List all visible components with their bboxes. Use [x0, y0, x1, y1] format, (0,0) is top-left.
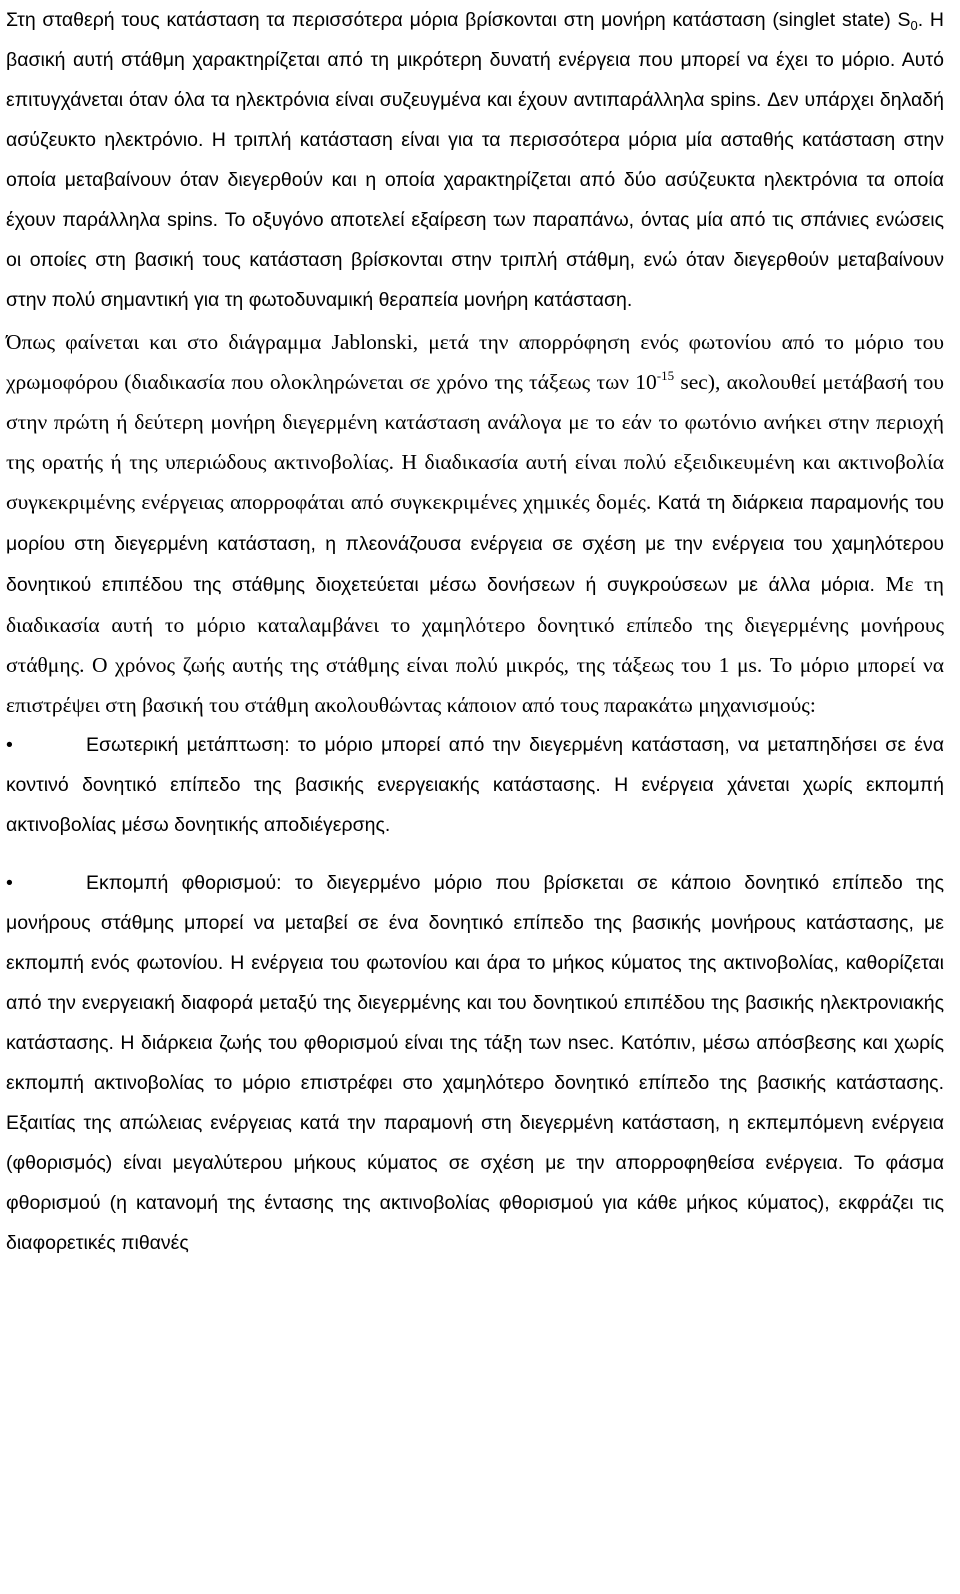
document-page — [6, 0, 944, 1263]
paragraph-2-sans-text: Κατά τη διάρκεια παραμονής του μορίου στη διεγερμένη κατάσταση, η πλεονάζουσα ενέργεια σε σχέση με την ενέργεια του χαμηλότερου δονητικού επιπέδου της στάθμης διοχετεύεται μέσω δονήσεων ή συγκρούσεων με άλλα μόρια. — [6, 492, 944, 596]
paragraph-singlet-state — [6, 0, 944, 320]
bullet-icon: • — [6, 872, 13, 894]
paragraph-1-text-end: . Η βασική αυτή στάθμη χαρακτηρίζεται από τη μικρότερη δυνατή ενέργεια που μπορεί να έχει το μόριο. Αυτό επιτυγχάνεται όταν όλα τα ηλεκτρόνια είναι συζευγμένα και έχουν αντιπαράλληλα spins. Δεν υπάρχει δηλαδή ασύζευκτο ηλεκτρόνιο. Η τριπλή κατάσταση είναι για τα περισσότερα μόρια μία ασταθής κατάσταση στην οποία μεταβαίνουν όταν διεγερθούν και η οποία χαρακτηρίζεται από δύο ασύζευκτα ηλεκτρόνια τα οποία έχουν παράλληλα spins. Το οξυγόνο αποτελεί εξαίρεση των παραπάνω, όντας μία από τις σπάνιες ενώσεις οι οποίες στη βασική τους κατάσταση βρίσκονται στην τριπλή στάθμη, ενώ όταν διεγερθούν μεταβαίνουν στην πολύ σημαντική για τη φωτοδυναμική θεραπεία μονήρη κατάσταση. — [6, 9, 945, 311]
bullet-item-internal-conversion — [6, 725, 944, 845]
bullet-item-text: Εσωτερική μετάπτωση: το μόριο μπορεί από την διεγερμένη κατάσταση, να μεταπηδήσει σε ένα κοντινό δονητικό επίπεδο της βασικής ενεργειακής κατάστασης. Η ενέργεια χάνεται χωρίς εκπομπή ακτινοβολίας μέσω δονητικής αποδιέγερσης. — [6, 734, 944, 836]
subscript-zero: 0 — [910, 18, 918, 33]
bullet-item-fluorescence — [6, 863, 944, 1263]
paragraph-2-text-start: Όπως φαίνεται και στο διάγραμμα Jablonski, μετά την απορρόφηση ενός φωτονίου από το μόριο του χρωμοφόρου (διαδικασία που ολοκληρώνεται σε χρόνο της τάξεως των 10 — [6, 330, 944, 394]
bullet-icon: • — [6, 734, 13, 756]
paragraph-1-text-start: Στη σταθερή τους κατάσταση τα περισσότερα μόρια βρίσκονται στη μονήρη κατάσταση (singlet state) S — [6, 9, 911, 31]
paragraph-jablonski — [6, 322, 944, 725]
paragraph-2-text-middle: sec), ακολουθεί μετάβασή του στην πρώτη ή δεύτερη μονήρη διεγερμένη κατάσταση ανάλογα με το εάν το φωτόνιο ανήκει στην περιοχή της ορατής ή της υπεριώδους ακτινοβολίας. Η διαδικασία αυτή είναι πολύ εξειδικευμένη και ακτινοβολία συγκεκριμένης ενέργειας απορροφάται από συγκεκριμένες χημικές δομές. — [6, 370, 945, 514]
paragraph-2-text-end: Με τη διαδικασία αυτή το μόριο καταλαμβάνει το χαμηλότερο δονητικό επίπεδο της διεγερμένης μονήρους στάθμης. Ο χρόνος ζωής αυτής της στάθμης είναι πολύ μικρός, της τάξεως του 1 μs. Το μόριο μπορεί να επιστρέψει στη βασική του στάθμη ακολουθώντας κάποιον από τους παρακάτω μηχανισμούς: — [6, 572, 944, 717]
bullet-item-text: Εκπομπή φθορισμού: το διεγερμένο μόριο που βρίσκεται σε κάποιο δονητικό επίπεδο της μονήρους στάθμης μπορεί να μεταβεί σε ένα δονητικό επίπεδο της βασικής μονήρους κατάστασης, με εκπομπή ενός φωτονίου. Η ενέργεια του φωτονίου και άρα το μήκος κύματος της ακτινοβολίας, καθορίζεται από την ενεργειακή διαφορά μεταξύ της διεγερμένης και του δονητικού επιπέδου της βασικής ηλεκτρονιακής κατάστασης. Η διάρκεια ζωής του φθορισμού είναι της τάξη των nsec. Κατόπιν, μέσω απόσβεσης και χωρίς εκπομπή ακτινοβολίας το μόριο επιστρέφει στο χαμηλότερο δονητικό επίπεδο της βασικής κατάστασης. Εξαιτίας της απώλειας ενέργειας κατά την παραμονή στη διεγερμένη κατάσταση, η εκπεμπόμενη ενέργεια (φθορισμός) είναι μεγαλύτερου μήκους κύματος σε σχέση με την απορροφηθείσα ενέργεια. Το φάσμα φθορισμού (η κατανομή της έντασης της ακτινοβολίας φθορισμού για κάθε μήκος κύματος), εκφράζει τις διαφορετικές πιθανές — [6, 872, 944, 1254]
superscript-exponent: -15 — [656, 368, 675, 383]
